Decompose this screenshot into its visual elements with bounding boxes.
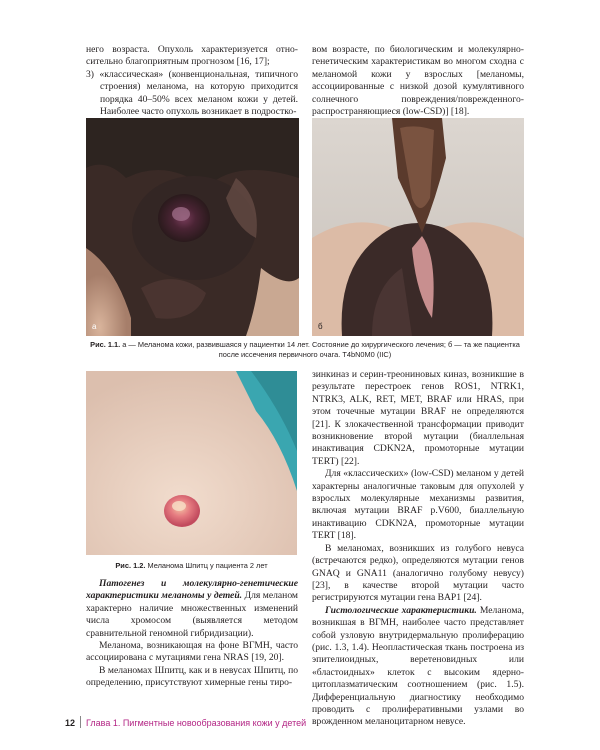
- paragraph: [86, 578, 298, 640]
- figure-letter-b: б: [318, 322, 323, 331]
- caption-text: Меланома Шпитц у пациента 2 лет: [145, 561, 268, 570]
- paragraph-text: Для меланом характерно наличие множественных изменений числа хромосом (выявляется методом сравнительной геномной гибридизации).: [86, 590, 298, 639]
- figure-1-1-caption: [86, 340, 524, 360]
- patient-back-after-excision-photo: [312, 118, 524, 336]
- caption-text: а — Меланома кожи, развившаяся у пациентки 14 лет. Состояние до хирургического лечения; б — та же пациентка после иссечения первичного очага. T4bN0M0 (IIC): [120, 340, 520, 359]
- paragraph: Меланома, возникающая на фоне ВГМН, часто ассоциирована с мутациями гена NRAS [19, 20].: [86, 640, 298, 664]
- figure-letter-a: а: [92, 322, 97, 331]
- page-number: 12: [65, 718, 76, 728]
- chapter-title: Глава 1. Пигментные новообразования кожи у детей: [86, 718, 307, 728]
- footer-divider: [80, 716, 81, 728]
- paragraph: В меланомах Шпитц, как и в невусах Шпитц, по определению, присутствуют химерные гены тиро-: [86, 664, 298, 689]
- paragraph: него возраста. Опухоль характеризуется отно-сительно благоприятным прогнозом [16, 17];: [86, 44, 298, 68]
- paragraph: В меланомах, возникших из голубого невуса (встречаются редко), определяются мутации генов GNAQ и GNA11 (аналогично голубому невусу) [23], в качестве второй мутации часто регистрируются мутации гена BAP1 [24].: [312, 542, 524, 604]
- figure-1-2-photo: [86, 371, 297, 555]
- right-column-bottom: [312, 369, 524, 729]
- paragraph: зинкиназ и серин-треониновых киназ, возникшие в результате перестроек генов ROS1, NTRK1, NTRK3, ALK, RET, MET, BRAF или HRAS, при этом точечные мутации BRAF не определяются [21]. К злокачественной трансформации приводит возникновение второй мутации (биаллельная инактивация CDKN2A, промоторные мутации TERT) [22].: [312, 369, 524, 467]
- page-footer: [65, 716, 306, 728]
- left-column-bottom: [86, 578, 298, 690]
- paragraph: вом возрасте, по биологическим и молекулярно-генетическим характеристикам во многом сходна с меланомой кожи у взрослых [меланомы, ассоциированные с низкой дозой кумулятивного солнечного повреждения/поврежденного-распространяющиеся (low-CSD)] [18].: [312, 44, 524, 118]
- section-heading: Гистологические характеристики.: [325, 604, 477, 616]
- paragraph: [312, 605, 524, 729]
- left-column-top: [86, 44, 298, 118]
- paragraph: Для «классических» (low-CSD) меланом у детей характерны аналогичные таковым для опухолей у взрослых молекулярные механизмы развития, включая мутации BRAF p.V600, биаллельную инактивацию CDKN2A, промоторные мутации TERT [18].: [312, 468, 524, 542]
- caption-label: Рис. 1.2.: [115, 561, 146, 570]
- paragraph-text: Меланома, возникшая в ВГМН, наиболее часто представляет собой узловую внутридермальную пролиферацию (рис. 1.3, 1.4). Неопластическая ткань построена из эпителиоидных, веретеновидных или «бластоидных» клеток с высоким ядерно-цитоплазматическим соотношением (рис. 1.5). Дифференциальную диагностику необходимо проводить с пролиферативными узлами во врожденном меланоцитарном невусе.: [312, 604, 524, 728]
- figure-1-2-caption: [86, 561, 297, 571]
- right-column-top: [312, 44, 524, 118]
- figure-1-1-photo-a: [86, 118, 299, 336]
- list-item: 3) «классическая» (конвенциональная, типичного строения) меланома, на которую приходится порядка 40–50% всех меланом кожи у детей. Наиболее часто опухоль возникает в подростко-: [86, 68, 298, 118]
- figure-1-1-photo-b: [312, 118, 524, 336]
- melanoma-back-photo: [86, 118, 299, 336]
- caption-label: Рис. 1.1.: [90, 340, 121, 349]
- section-heading: Патогенез и молекулярно-генетические характеристики меланомы у детей.: [86, 578, 298, 602]
- spitz-melanoma-photo: [86, 371, 297, 555]
